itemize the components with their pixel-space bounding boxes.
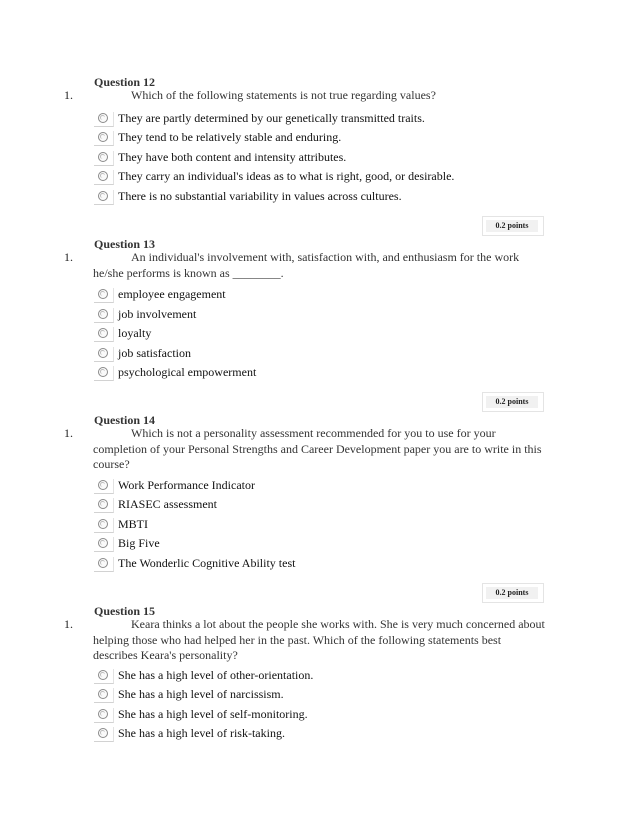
radio-button-icon[interactable] [94,688,114,703]
answer-option[interactable] [94,110,554,128]
radio-button-icon[interactable] [94,151,114,166]
radio-button-icon[interactable] [94,308,114,323]
radio-button-icon[interactable] [94,727,114,742]
answer-option-label: MBTI [118,517,148,531]
answer-option[interactable] [94,129,554,147]
points-label: 0.2 points [486,587,538,599]
answer-option[interactable] [94,325,554,343]
answer-option[interactable] [94,555,554,573]
radio-button-icon[interactable] [94,288,114,303]
answer-option-label: She has a high level of other-orientation. [118,668,314,682]
answer-option[interactable] [94,686,554,704]
question-text: Which of the following statements is not true regarding values? [131,88,436,102]
radio-button-icon[interactable] [94,131,114,146]
radio-button-icon[interactable] [94,669,114,684]
question-number: 1. [64,426,73,440]
question-title: Question 12 [94,75,156,89]
answer-option-label: There is no substantial variability in values across cultures. [118,189,402,203]
answer-option-label: Work Performance Indicator [118,478,255,492]
answer-option[interactable] [94,667,554,685]
answer-option[interactable] [94,168,554,186]
answer-option[interactable] [94,496,554,514]
answer-option-label: loyalty [118,326,152,340]
radio-button-icon[interactable] [94,170,114,185]
answer-option-label: psychological empowerment [118,365,257,379]
radio-button-icon[interactable] [94,366,114,381]
answer-option-label: She has a high level of risk-taking. [118,726,285,740]
radio-button-icon[interactable] [94,112,114,127]
answer-option[interactable] [94,516,554,534]
question-title: Question 13 [94,237,156,251]
points-label: 0.2 points [486,396,538,408]
answer-option[interactable] [94,364,554,382]
answer-option-label: RIASEC assessment [118,497,217,511]
answer-option-label: She has a high level of self-monitoring. [118,707,308,721]
question-title: Question 14 [94,413,156,427]
question-text: An individual's involvement with, satisfaction with, and enthusiasm for the work he/she performs is known as ________. [93,250,520,280]
points-badge [482,216,544,236]
question-number: 1. [64,617,73,631]
answer-option[interactable] [94,149,554,167]
answer-option[interactable] [94,286,554,304]
answer-option-label: The Wonderlic Cognitive Ability test [118,556,296,570]
answer-option-label: They tend to be relatively stable and enduring. [118,130,342,144]
points-badge [482,583,544,603]
answer-option[interactable] [94,477,554,495]
radio-button-icon[interactable] [94,347,114,362]
radio-button-icon[interactable] [94,518,114,533]
radio-button-icon[interactable] [94,190,114,205]
radio-button-icon[interactable] [94,479,114,494]
question-text: Keara thinks a lot about the people she works with. She is very much concerned about helping those who had helped her in the past. Which of the following statements best describes Keara's personality? [93,617,545,662]
radio-button-icon[interactable] [94,537,114,552]
question-number: 1. [64,88,73,102]
radio-button-icon[interactable] [94,498,114,513]
question-text: Which is not a personality assessment recommended for you to use for your completion of your Personal Strengths and Career Development paper you are to write in this course? [93,426,542,471]
question-title: Question 15 [94,604,156,618]
answer-option[interactable] [94,345,554,363]
radio-button-icon[interactable] [94,557,114,572]
answer-option[interactable] [94,188,554,206]
answer-option-label: job involvement [118,307,197,321]
answer-option-label: Big Five [118,536,160,550]
answer-option-label: They carry an individual's ideas as to what is right, good, or desirable. [118,169,455,183]
answer-option-label: employee engagement [118,287,226,301]
points-label: 0.2 points [486,220,538,232]
answer-option-label: job satisfaction [118,346,191,360]
answer-option-label: They have both content and intensity attributes. [118,150,347,164]
points-badge [482,392,544,412]
answer-option[interactable] [94,306,554,324]
answer-option-label: They are partly determined by our genetically transmitted traits. [118,111,425,125]
answer-option[interactable] [94,535,554,553]
question-number: 1. [64,250,73,264]
radio-button-icon[interactable] [94,708,114,723]
answer-option[interactable] [94,725,554,743]
answer-option-label: She has a high level of narcissism. [118,687,284,701]
radio-button-icon[interactable] [94,327,114,342]
answer-option[interactable] [94,706,554,724]
